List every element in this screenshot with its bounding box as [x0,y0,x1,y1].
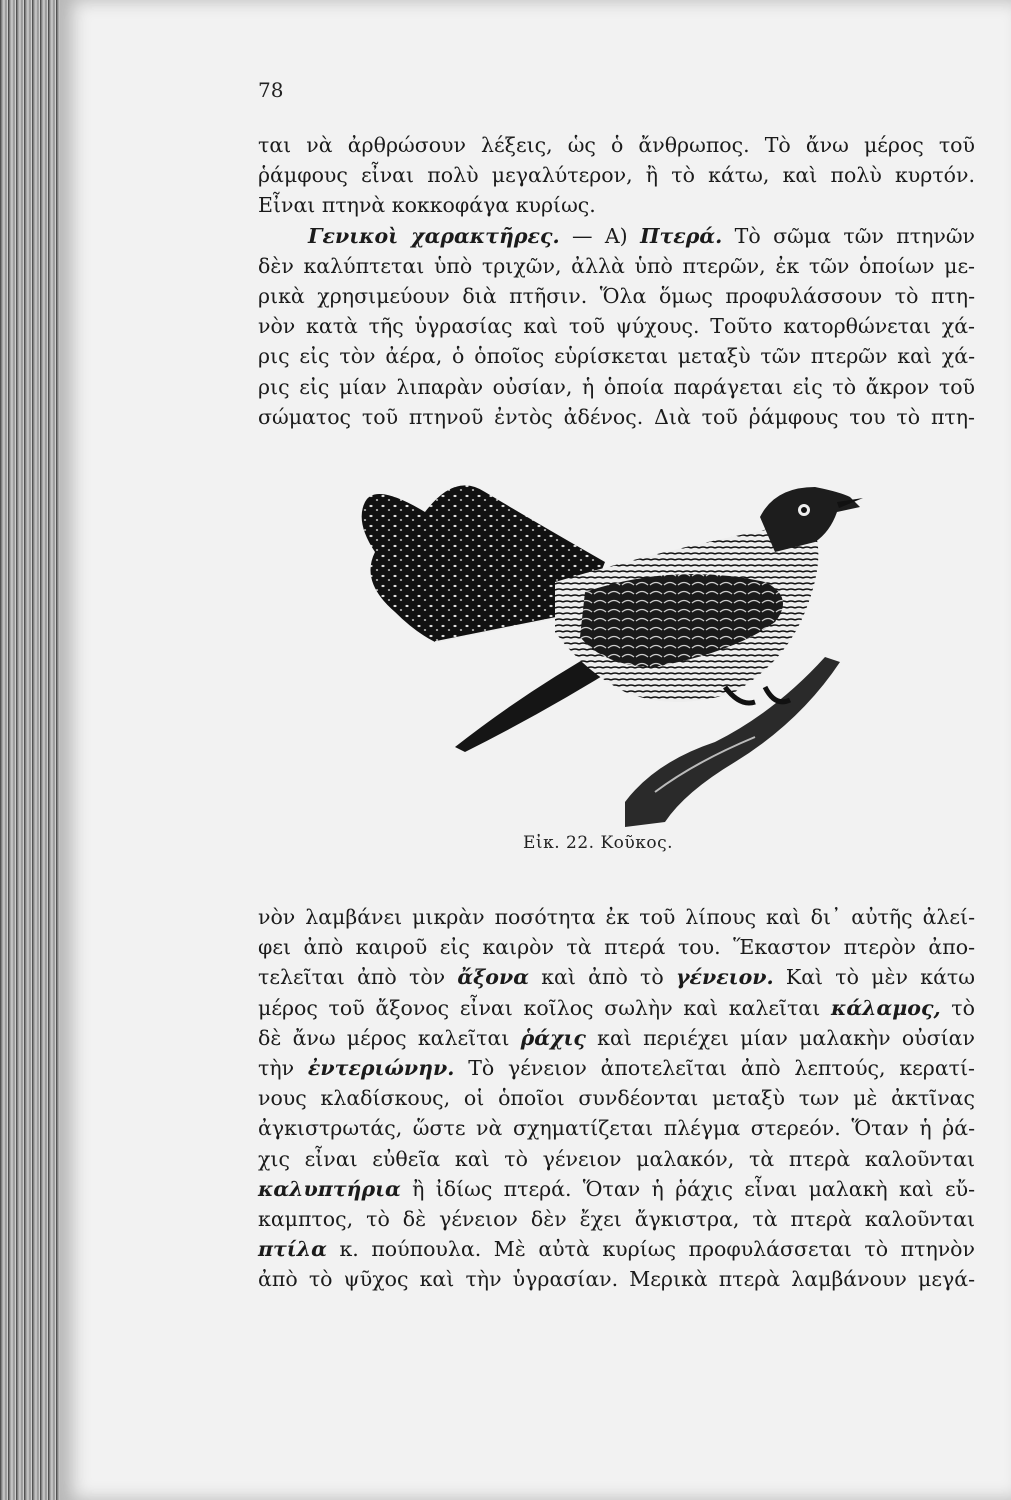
text-line: μέρος τοῦ ἄξονος εἶναι κοῖλος σωλὴν καὶ καλεῖται κάλαμος, τὸ [258,995,975,1020]
text-line: δὲν καλύπτεται ὑπὸ τριχῶν, ἀλλὰ ὑπὸ πτερῶν, ἐκ τῶν ὁποίων με- [258,253,975,278]
text-line: ρις εἰς μίαν λιπαρὰν οὐσίαν, ἡ ὁποία παράγεται εἰς τὸ ἄκρον τοῦ [258,374,975,399]
text-line: σώματος τοῦ πτηνοῦ ἐντὸς ἀδένος. Διὰ τοῦ ῥάμφους του τὸ πτη- [258,404,975,429]
text-line: νὸν κατὰ τῆς ὑγρασίας καὶ τοῦ ψύχους. Τοῦτο κατορθώνεται χά- [258,314,975,339]
text-line: δὲ ἄνω μέρος καλεῖται ῥάχις καὶ περιέχει μίαν μαλακὴν οὐσίαν [258,1025,975,1050]
text-line: ται νὰ ἀρθρώσουν λέξεις, ὡς ὁ ἄνθρωπος. Τὸ ἄνω μέρος τοῦ [258,133,975,157]
term-rachis: ῥάχις [520,1025,586,1050]
term-axon: ἄξονα [457,965,529,990]
text-line: ρις εἰς τὸν ἀέρα, ὁ ὁποῖος εὑρίσκεται μεταξὺ τῶν πτερῶν καὶ χά- [258,344,975,369]
term-kalyptiria: καλυπτήρια [258,1176,401,1201]
text-line: ρικὰ χρησιμεύουν διὰ πτῆσιν. Ὅλα ὅμως προφυλάσσουν τὸ πτη- [258,284,975,309]
bottom-paragraph [258,902,975,1295]
text-line: φει ἀπὸ καιροῦ εἰς καιρὸν τὰ πτερά του. Ἕκαστον πτερὸν ἀπο- [258,935,975,960]
text-line: ἀπὸ τὸ ψῦχος καὶ τὴν ὑγρασίαν. Μερικὰ πτερὰ λαμβάνουν μεγά- [258,1267,975,1292]
bird-head [760,487,860,552]
text-line: Εἶναι πτηνὰ κοκκοφάγα κυρίως. [258,193,596,218]
text-line: καλυπτήρια ἢ ἰδίως πτερά. Ὅταν ἡ ῥάχις εἶναι μαλακὴ καὶ εὔ- [258,1176,975,1201]
text-line: χις εἶναι εὐθεῖα καὶ τὸ γένειον μαλακόν, τὰ πτερὰ καλοῦνται [258,1146,975,1171]
text-line: ῥάμφους εἶναι πολὺ μεγαλύτερον, ἢ τὸ κάτω, καὶ πολὺ κυρτόν. [258,163,975,188]
text-line: νους κλαδίσκους, οἱ ὁποῖοι συνδέονται μεταξὺ των μὲ ἀκτῖνας [258,1086,975,1111]
text-line: ἀγκιστρωτάς, ὥστε νὰ σχηματίζεται πλέγμα στερεόν. Ὅταν ἡ ῥά- [258,1116,975,1141]
text-line: καμπτος, τὸ δὲ γένειον δὲν ἔχει ἄγκιστρα, τὰ πτερὰ καλοῦνται [258,1207,975,1232]
term-ptila: πτίλα [258,1237,327,1262]
figure-caption: Εἰκ. 22. Κοῦκος. [523,833,674,853]
section-heading-line: Γενικοὶ χαρακτῆρες. — Α) Πτερά. Τὸ σῶμα τῶν πτηνῶν [308,223,975,248]
cuckoo-illustration [355,462,870,827]
text-line: νὸν λαμβάνει μικρὰν ποσότητα ἐκ τοῦ λίπους καὶ δι᾽ αὐτῆς ἀλεί- [258,905,975,929]
term-enterioni: ἐντεριώνην. [307,1056,455,1081]
term-kalamos: κάλαμος, [831,995,941,1020]
term-geneion: γένειον. [675,965,774,990]
top-paragraph [258,130,975,432]
heading-general-characteristics: Γενικοὶ χαρακτῆρες. [308,223,560,248]
text-line: πτίλα κ. πούπουλα. Μὲ αὐτὰ κυρίως προφυλάσσεται τὸ πτηνὸν [258,1237,975,1262]
heading-feathers: Πτερά. [640,223,723,248]
page-number: 78 [258,78,284,102]
text-line: τελεῖται ἀπὸ τὸν ἄξονα καὶ ἀπὸ τὸ γένειον. Καὶ τὸ μὲν κάτω [258,965,975,990]
text-line: τὴν ἐντεριώνην. Τὸ γένειον ἀποτελεῖται ἀπὸ λεπτούς, κερατί- [258,1056,975,1081]
